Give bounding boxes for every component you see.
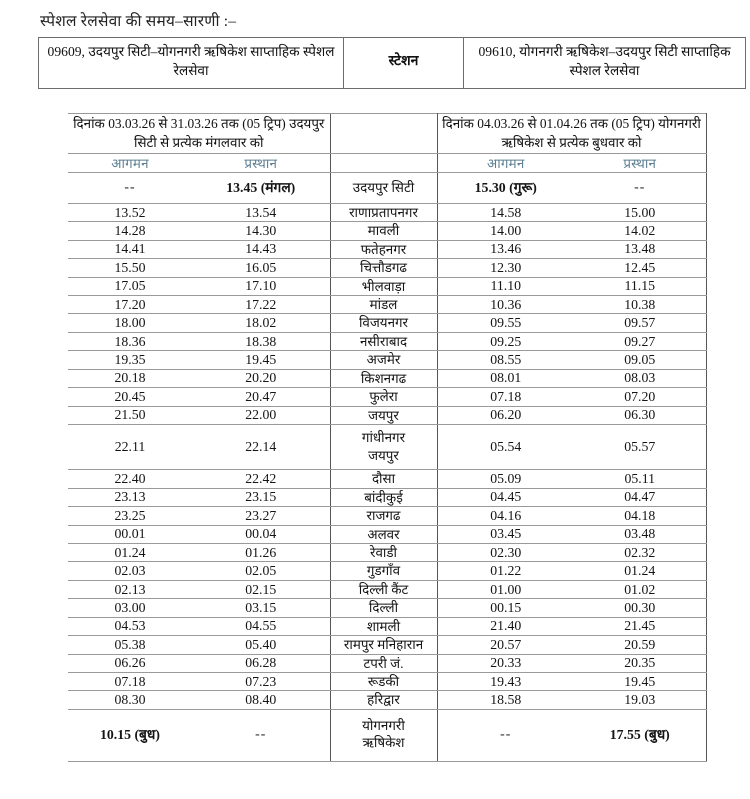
- cell-right-arrival: 20.57: [437, 636, 574, 654]
- cell-station-name: राजगढ: [330, 507, 437, 525]
- cell-left-departure: --: [192, 709, 330, 761]
- cell-left-arrival: 01.24: [68, 544, 192, 562]
- cell-left-arrival: 02.13: [68, 580, 192, 598]
- table-row: [68, 507, 706, 525]
- cell-left-departure: 06.28: [192, 654, 330, 672]
- cell-left-departure: 22.00: [192, 406, 330, 424]
- cell-left-departure: 20.47: [192, 388, 330, 406]
- cell-station-name: अजमेर: [330, 351, 437, 369]
- cell-station-name: जयपुर: [330, 406, 437, 424]
- table-row: [68, 203, 706, 221]
- table-row: [68, 709, 706, 761]
- cell-right-arrival: 19.43: [437, 672, 574, 690]
- date-range-middle: [330, 114, 437, 154]
- cell-right-arrival: 13.46: [437, 240, 574, 258]
- cell-right-departure: 09.27: [574, 332, 706, 350]
- cell-left-departure: 18.02: [192, 314, 330, 332]
- cell-right-departure: 13.48: [574, 240, 706, 258]
- table-row: [68, 369, 706, 387]
- table-row: [68, 314, 706, 332]
- cell-left-arrival: 05.38: [68, 636, 192, 654]
- cell-station-name: दौसा: [330, 470, 437, 488]
- cell-right-departure: 05.11: [574, 470, 706, 488]
- cell-right-arrival: 00.15: [437, 599, 574, 617]
- cell-station-name: फतेहनगर: [330, 240, 437, 258]
- cell-right-departure: 17.55 (बुध): [574, 709, 706, 761]
- table-row: [68, 488, 706, 506]
- table-row: [68, 332, 706, 350]
- cell-right-departure: 02.32: [574, 544, 706, 562]
- cell-right-arrival: 08.01: [437, 369, 574, 387]
- table-row: [68, 525, 706, 543]
- cell-right-departure: 00.30: [574, 599, 706, 617]
- cell-right-arrival: 10.36: [437, 295, 574, 313]
- table-row: [68, 222, 706, 240]
- table-row: [68, 562, 706, 580]
- cell-right-arrival: 08.55: [437, 351, 574, 369]
- cell-station-name: मावली: [330, 222, 437, 240]
- cell-left-departure: 23.27: [192, 507, 330, 525]
- cell-right-departure: 03.48: [574, 525, 706, 543]
- cell-station-name: मांडल: [330, 295, 437, 313]
- table-row: [68, 544, 706, 562]
- cell-left-arrival: 23.13: [68, 488, 192, 506]
- cell-left-departure: 17.22: [192, 295, 330, 313]
- cell-left-departure: 22.42: [192, 470, 330, 488]
- cell-right-arrival: 07.18: [437, 388, 574, 406]
- table-row: [68, 672, 706, 690]
- cell-right-arrival: 11.10: [437, 277, 574, 295]
- cell-left-arrival: 00.01: [68, 525, 192, 543]
- cell-right-departure: 20.59: [574, 636, 706, 654]
- cell-right-departure: --: [574, 172, 706, 203]
- cell-station-name: दिल्ली: [330, 599, 437, 617]
- cell-left-arrival: 13.52: [68, 203, 192, 221]
- cell-right-arrival: 09.55: [437, 314, 574, 332]
- cell-left-arrival: 17.20: [68, 295, 192, 313]
- table-row: [68, 470, 706, 488]
- cell-right-departure: 04.47: [574, 488, 706, 506]
- cell-right-departure: 19.45: [574, 672, 706, 690]
- schedule-table: [68, 113, 707, 762]
- cell-right-departure: 05.57: [574, 424, 706, 469]
- cell-left-arrival: 03.00: [68, 599, 192, 617]
- cell-right-arrival: 09.25: [437, 332, 574, 350]
- cell-left-arrival: 08.30: [68, 691, 192, 709]
- cell-right-arrival: 14.00: [437, 222, 574, 240]
- cell-right-arrival: 01.00: [437, 580, 574, 598]
- cell-left-arrival: 22.40: [68, 470, 192, 488]
- cell-right-departure: 08.03: [574, 369, 706, 387]
- cell-left-departure: 13.54: [192, 203, 330, 221]
- table-row: [68, 240, 706, 258]
- cell-station-name: टपरी जं.: [330, 654, 437, 672]
- date-range-row: [68, 114, 706, 154]
- header-left-arrival: आगमन: [68, 153, 192, 172]
- cell-station-name: दिल्ली कैंट: [330, 580, 437, 598]
- cell-right-arrival: 05.54: [437, 424, 574, 469]
- cell-left-arrival: 18.36: [68, 332, 192, 350]
- cell-right-arrival: 18.58: [437, 691, 574, 709]
- cell-left-departure: 00.04: [192, 525, 330, 543]
- cell-left-departure: 14.30: [192, 222, 330, 240]
- cell-right-arrival: 21.40: [437, 617, 574, 635]
- cell-right-arrival: 12.30: [437, 259, 574, 277]
- cell-right-arrival: 03.45: [437, 525, 574, 543]
- cell-left-departure: 19.45: [192, 351, 330, 369]
- cell-station-name: भीलवाड़ा: [330, 277, 437, 295]
- date-range-right: दिनांक 04.03.26 से 01.04.26 तक (05 ट्रिप) योगनगरी ऋषिकेश से प्रत्येक बुधवार को: [437, 114, 706, 154]
- cell-station-name: गांधीनगर जयपुर: [330, 424, 437, 469]
- cell-left-arrival: 10.15 (बुध): [68, 709, 192, 761]
- cell-left-departure: 05.40: [192, 636, 330, 654]
- cell-right-arrival: 02.30: [437, 544, 574, 562]
- cell-station-name: बांदीकुई: [330, 488, 437, 506]
- cell-left-departure: 02.15: [192, 580, 330, 598]
- cell-right-departure: 01.02: [574, 580, 706, 598]
- cell-left-arrival: 22.11: [68, 424, 192, 469]
- cell-station-name: चित्तौडगढ: [330, 259, 437, 277]
- train-right-name: 09610, योगनगरी ऋषिकेश–उदयपुर सिटी साप्ताहिक स्पेशल रेलसेवा: [464, 38, 746, 89]
- train-left-name: 09609, उदयपुर सिटी–योगनगरी ऋषिकेश साप्ताहिक स्पेशल रेलसेवा: [39, 38, 344, 89]
- table-row: [68, 424, 706, 469]
- cell-left-departure: 08.40: [192, 691, 330, 709]
- cell-left-departure: 18.38: [192, 332, 330, 350]
- table-row: [68, 259, 706, 277]
- cell-right-departure: 09.05: [574, 351, 706, 369]
- cell-left-arrival: 23.25: [68, 507, 192, 525]
- train-header-table: [38, 37, 746, 89]
- cell-right-departure: 12.45: [574, 259, 706, 277]
- cell-right-arrival: 04.45: [437, 488, 574, 506]
- cell-right-departure: 04.18: [574, 507, 706, 525]
- cell-left-departure: 02.05: [192, 562, 330, 580]
- cell-right-arrival: 05.09: [437, 470, 574, 488]
- header-right-arrival: आगमन: [437, 153, 574, 172]
- cell-left-arrival: 19.35: [68, 351, 192, 369]
- cell-right-arrival: 14.58: [437, 203, 574, 221]
- cell-left-arrival: 14.28: [68, 222, 192, 240]
- table-row: [68, 406, 706, 424]
- table-row: [68, 277, 706, 295]
- cell-right-departure: 15.00: [574, 203, 706, 221]
- cell-left-departure: 13.45 (मंगल): [192, 172, 330, 203]
- cell-station-name: हरिद्वार: [330, 691, 437, 709]
- date-range-left: दिनांक 03.03.26 से 31.03.26 तक (05 ट्रिप) उदयपुर सिटी से प्रत्येक मंगलवार को: [68, 114, 330, 154]
- page-title: स्पेशल रेलसेवा की समय–सारणी :–: [40, 13, 237, 30]
- train-header-row: [39, 38, 746, 89]
- column-header-row: [68, 153, 706, 172]
- cell-right-departure: 09.57: [574, 314, 706, 332]
- cell-right-departure: 21.45: [574, 617, 706, 635]
- cell-left-arrival: 17.05: [68, 277, 192, 295]
- cell-right-arrival: 04.16: [437, 507, 574, 525]
- cell-station-name: रेवाडी: [330, 544, 437, 562]
- table-row: [68, 172, 706, 203]
- cell-station-name: योगनगरी ऋषिकेश: [330, 709, 437, 761]
- cell-station-name: किशनगढ: [330, 369, 437, 387]
- cell-right-departure: 10.38: [574, 295, 706, 313]
- cell-right-arrival: 06.20: [437, 406, 574, 424]
- table-row: [68, 617, 706, 635]
- table-row: [68, 636, 706, 654]
- cell-right-departure: 11.15: [574, 277, 706, 295]
- cell-station-name: अलवर: [330, 525, 437, 543]
- table-row: [68, 691, 706, 709]
- cell-station-name: शामली: [330, 617, 437, 635]
- cell-right-departure: 07.20: [574, 388, 706, 406]
- cell-left-arrival: 21.50: [68, 406, 192, 424]
- cell-right-departure: 14.02: [574, 222, 706, 240]
- table-row: [68, 599, 706, 617]
- cell-station-name: राणाप्रतापनगर: [330, 203, 437, 221]
- cell-left-arrival: 15.50: [68, 259, 192, 277]
- cell-left-arrival: 07.18: [68, 672, 192, 690]
- cell-station-name: रूडकी: [330, 672, 437, 690]
- cell-station-name: उदयपुर सिटी: [330, 172, 437, 203]
- cell-left-departure: 17.10: [192, 277, 330, 295]
- table-row: [68, 351, 706, 369]
- table-row: [68, 295, 706, 313]
- cell-station-name: गुडगाँव: [330, 562, 437, 580]
- table-row: [68, 580, 706, 598]
- cell-left-arrival: 04.53: [68, 617, 192, 635]
- cell-right-arrival: 15.30 (गुरू): [437, 172, 574, 203]
- cell-station-name: नसीराबाद: [330, 332, 437, 350]
- cell-left-arrival: 18.00: [68, 314, 192, 332]
- cell-left-departure: 22.14: [192, 424, 330, 469]
- cell-left-arrival: 20.18: [68, 369, 192, 387]
- cell-left-arrival: 14.41: [68, 240, 192, 258]
- cell-left-arrival: 06.26: [68, 654, 192, 672]
- cell-right-arrival: --: [437, 709, 574, 761]
- cell-left-arrival: --: [68, 172, 192, 203]
- header-right-departure: प्रस्थान: [574, 153, 706, 172]
- cell-right-departure: 06.30: [574, 406, 706, 424]
- cell-left-departure: 01.26: [192, 544, 330, 562]
- cell-right-departure: 01.24: [574, 562, 706, 580]
- header-left-departure: प्रस्थान: [192, 153, 330, 172]
- station-column-header: स्टेशन: [344, 38, 464, 89]
- cell-right-arrival: 01.22: [437, 562, 574, 580]
- header-station: [330, 153, 437, 172]
- cell-left-departure: 16.05: [192, 259, 330, 277]
- table-row: [68, 388, 706, 406]
- cell-left-departure: 07.23: [192, 672, 330, 690]
- cell-right-departure: 19.03: [574, 691, 706, 709]
- cell-left-arrival: 02.03: [68, 562, 192, 580]
- cell-right-arrival: 20.33: [437, 654, 574, 672]
- cell-left-departure: 04.55: [192, 617, 330, 635]
- cell-station-name: रामपुर मनिहारान: [330, 636, 437, 654]
- table-row: [68, 654, 706, 672]
- cell-left-departure: 14.43: [192, 240, 330, 258]
- cell-left-arrival: 20.45: [68, 388, 192, 406]
- cell-left-departure: 23.15: [192, 488, 330, 506]
- cell-left-departure: 03.15: [192, 599, 330, 617]
- cell-station-name: विजयनगर: [330, 314, 437, 332]
- cell-right-departure: 20.35: [574, 654, 706, 672]
- cell-left-departure: 20.20: [192, 369, 330, 387]
- cell-station-name: फुलेरा: [330, 388, 437, 406]
